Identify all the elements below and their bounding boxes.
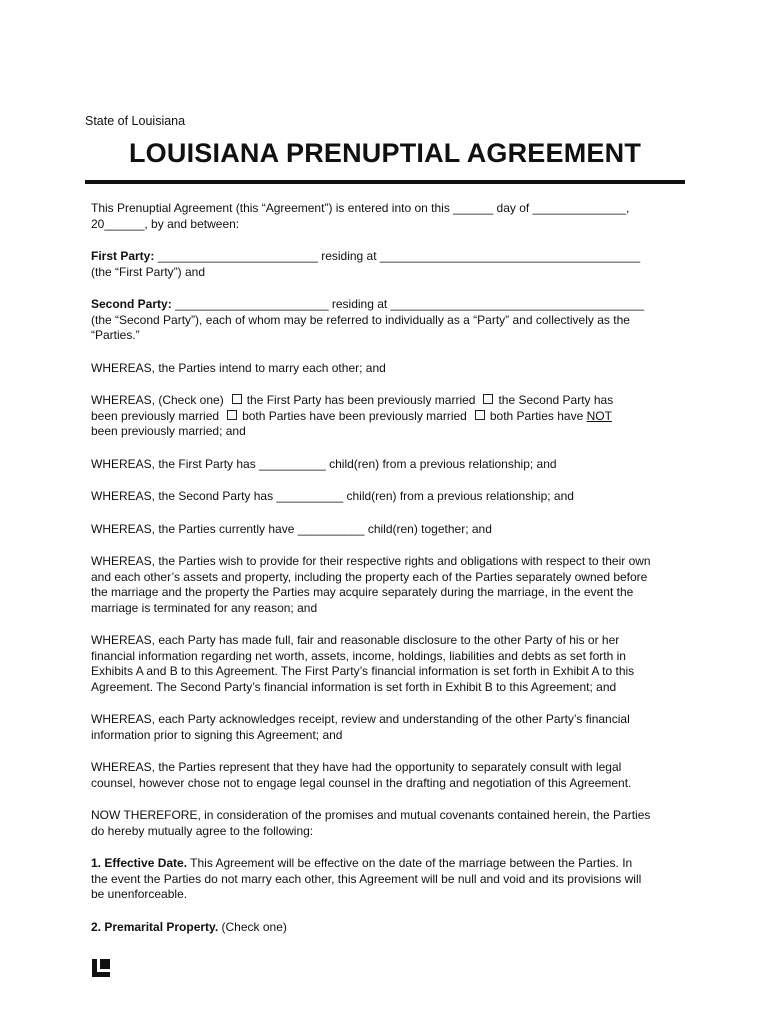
page-title: LOUISIANA PRENUPTIAL AGREEMENT [128,138,642,168]
now-therefore-line: do hereby mutually agree to the following: [91,823,314,838]
whereas-acknowledge-line: information prior to signing this Agreement; and [91,727,343,742]
option-both-not-married-end: been previously married; and [91,424,246,438]
checkbox-both-not-married[interactable] [475,410,485,420]
option-second-party-married-b: been previously married [91,408,220,423]
section-1-text: This Agreement will be effective on the date of the marriage between the Parties. In [187,856,633,870]
whereas-counsel [91,760,681,791]
first-party-fields: ________________________ residing at _______________________________________ [154,249,641,263]
whereas-rights-line: and each other’s assets and property, including the property each of the Parties separately owned before [91,569,648,584]
whereas-marry-text: WHEREAS, the Parties intend to marry each other; and [91,360,386,375]
whereas-disclosure [91,633,681,695]
section-2-text: (Check one) [218,919,287,934]
intro-line-2: 20______, by and between: [91,216,240,231]
option-first-party-married: the First Party has been previously married [246,393,476,407]
intro-line-1: This Prenuptial Agreement (this “Agreement”) is entered into on this ______ day of ______________, [91,201,630,215]
whereas-first-children-text: WHEREAS, the First Party has __________ child(ren) from a previous relationship; and [91,456,557,471]
whereas-second-children [91,489,681,505]
now-therefore-line: NOW THEREFORE, in consideration of the promises and mutual covenants contained herein, the Parties [91,808,651,822]
whereas-together-children [91,522,681,538]
whereas-together-children-text: WHEREAS, the Parties currently have __________ child(ren) together; and [91,521,492,536]
section-effective-date [91,856,681,903]
section-1-heading: 1. Effective Date. [91,856,188,870]
whereas-marry [91,361,681,377]
whereas-disclosure-line: financial information regarding net worth, assets, income, holdings, liabilities and debts as set forth in [91,648,626,663]
whereas-acknowledge-line: WHEREAS, each Party acknowledges receipt, review and understanding of the other Party’s financial [91,712,630,726]
section-1-line-2: the event the Parties do not marry each other, this Agreement will be null and void and its provisions will [91,871,642,886]
second-party-fields: _______________________ residing at ______________________________________ [171,297,645,311]
now-therefore [91,808,681,839]
checkbox-both-married[interactable] [227,410,237,420]
section-1-line-3: be unenforceable. [91,887,188,901]
whereas-first-children [91,457,681,473]
first-party-definition: (the “First Party”) and [91,264,206,279]
whereas-rights [91,554,681,616]
first-party-paragraph [91,249,681,280]
intro-paragraph [91,201,681,232]
whereas-disclosure-line: Agreement. The Second Party’s financial information is set forth in Exhibit B to this Agreement; and [91,679,617,694]
state-label: State of Louisiana [85,114,186,128]
first-party-label: First Party: [91,249,155,263]
whereas-rights-line: the marriage and the property the Parties may acquire separately during the marriage, in the event the [91,585,634,599]
whereas-disclosure-line: Exhibits A and B to this Agreement. The First Party’s financial information is set forth in Exhibit A to this [91,664,635,678]
option-both-married: both Parties have been previously married [242,408,467,423]
section-2-heading: 2. Premarital Property. [91,919,219,934]
whereas-rights-line: WHEREAS, the Parties wish to provide for their respective rights and obligations with respect to their own [91,554,651,568]
second-party-definition: (the “Second Party”), each of whom may be referred to individually as a “Party” and collectively as the [91,312,630,327]
whereas-acknowledge [91,712,681,743]
title-divider [85,180,685,184]
whereas-counsel-line: WHEREAS, the Parties represent that they have had the opportunity to separately consult with legal [91,760,622,774]
check-one-lead: WHEREAS, (Check one) [91,393,224,407]
not-emphasis: NOT [586,408,612,423]
document-body [91,201,681,952]
option-both-not-married: both Parties have [489,408,587,423]
second-party-definition-cont: “Parties.” [91,328,140,342]
checkbox-second-party-married[interactable] [483,394,493,404]
whereas-married-check [91,393,681,440]
option-second-party-married-a: the Second Party has [498,393,614,407]
whereas-second-children-text: WHEREAS, the Second Party has __________ child(ren) from a previous relationship; and [91,489,574,503]
whereas-counsel-line: counsel, however chose not to engage legal counsel in the drafting and negotiation of this Agreement. [91,775,632,790]
second-party-label: Second Party: [91,297,172,311]
whereas-rights-line: marriage is terminated for any reason; and [91,600,318,615]
whereas-disclosure-line: WHEREAS, each Party has made full, fair and reasonable disclosure to the other Party of his or her [91,633,620,647]
document-logo-icon [91,958,111,978]
checkbox-first-party-married[interactable] [232,394,242,404]
second-party-paragraph [91,297,681,344]
section-premarital-property [91,920,681,936]
